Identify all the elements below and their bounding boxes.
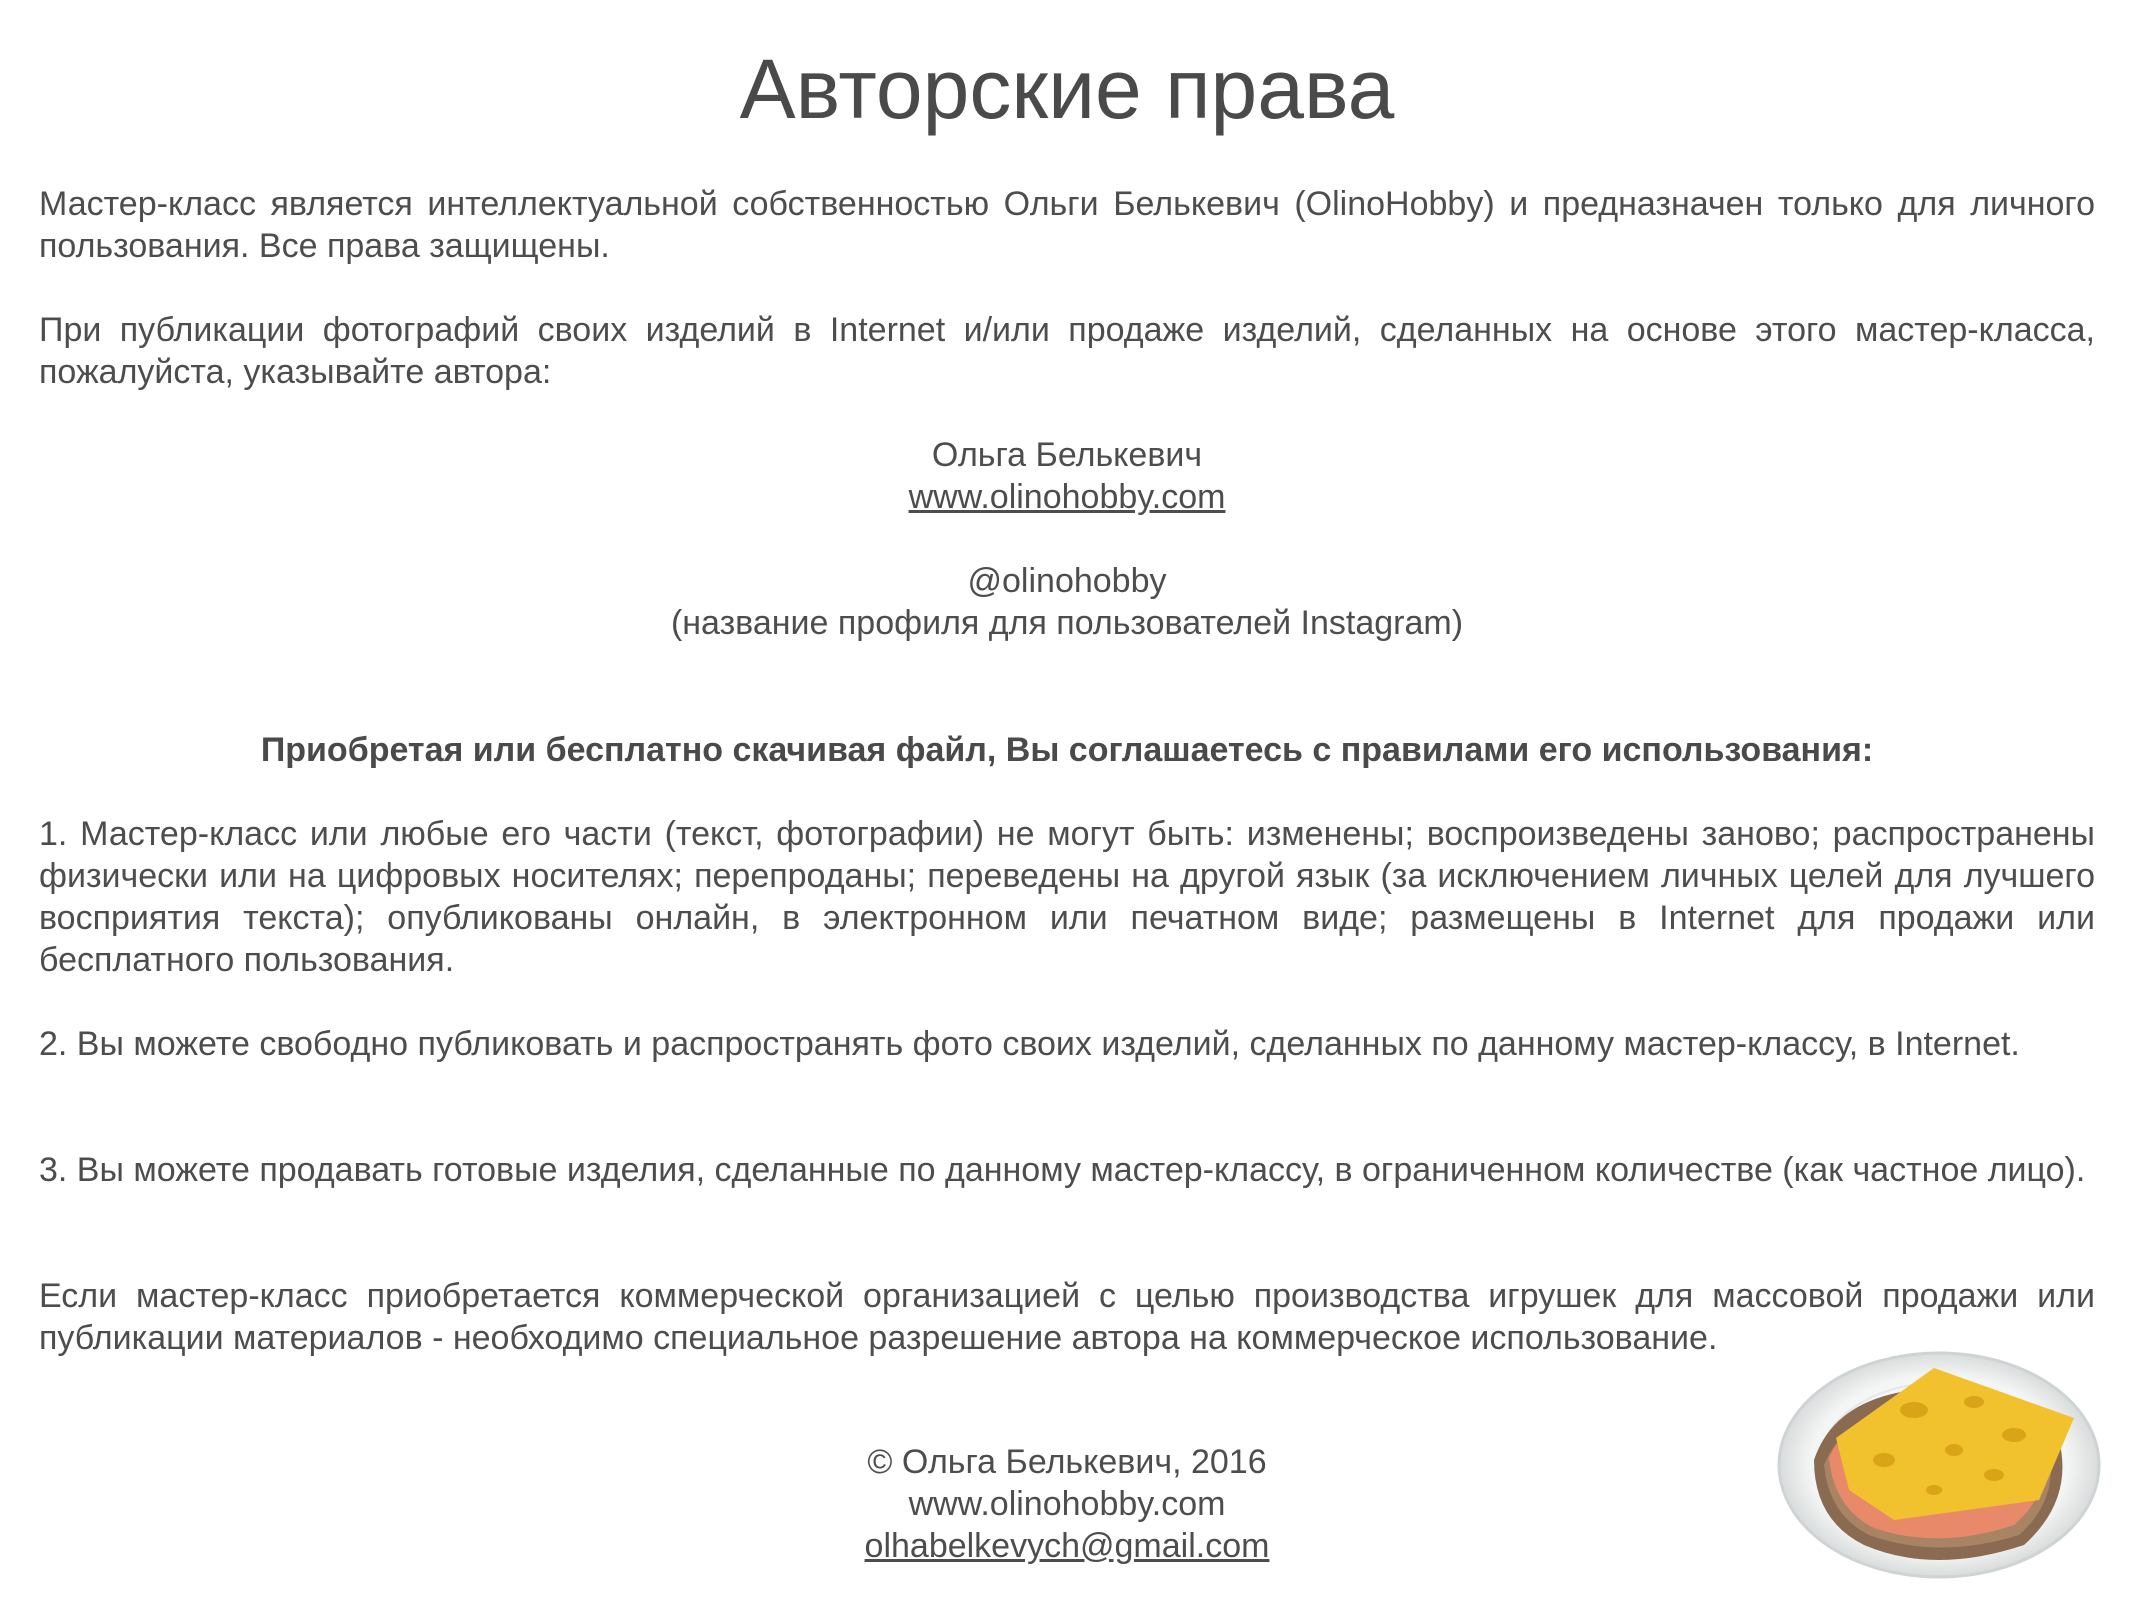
footer-copyright: © Ольга Белькевич, 2016 bbox=[867, 1443, 1267, 1481]
page-title: Авторские права bbox=[739, 42, 1395, 136]
ownership-paragraph: Мастер-класс является интеллектуальной собственностью Ольги Белькевич (OlinoHobby) и предназначен только для личного пользования. Все права защищены. bbox=[39, 185, 2095, 265]
sandwich-plate-image bbox=[1774, 1340, 2104, 1585]
rules-heading: Приобретая или бесплатно скачивая файл, Вы соглашаетесь с правилами его использования: bbox=[260, 731, 1874, 769]
rule-3: 3. Вы можете продавать готовые изделия, сделанные по данному мастер-классу, в ограниченном количестве (как частное лицо). bbox=[39, 1151, 2086, 1189]
author-website-link[interactable]: www.olinohobby.com bbox=[908, 478, 1226, 516]
footer-website: www.olinohobby.com bbox=[908, 1485, 1226, 1523]
instagram-note: (название профиля для пользователей Instagram) bbox=[670, 604, 1464, 642]
instagram-handle: @olinohobby bbox=[967, 562, 1167, 600]
commercial-use-paragraph: Если мастер-класс приобретается коммерческой организацией с целью производства игрушек для массовой продажи или публикации материалов - необходимо специальное разрешение автора на коммерческое использование. bbox=[39, 1277, 2095, 1357]
rule-1: 1. Мастер-класс или любые его части (текст, фотографии) не могут быть: изменены; воспроизведены заново; распространены физически или на цифровых носителях; перепроданы; переведены на другой язык (за исключением личных целей для лучшего восприятия текста); опубликованы онлайн, в электронном или печатном виде; размещены в Internet для продажи или бесплатного пользования. bbox=[39, 815, 2095, 979]
footer-email-link[interactable]: olhabelkevych@gmail.com bbox=[864, 1527, 1270, 1565]
rule-2: 2. Вы можете свободно публиковать и распространять фото своих изделий, сделанных по данному мастер-классу, в Internet. bbox=[39, 1025, 2020, 1063]
attribution-paragraph: При публикации фотографий своих изделий в Internet и/или продаже изделий, сделанных на основе этого мастер-класса, пожалуйста, указывайте автора: bbox=[39, 311, 2095, 391]
instagram-block bbox=[0, 560, 2134, 644]
author-block bbox=[0, 434, 2134, 518]
author-name: Ольга Белькевич bbox=[931, 436, 1203, 474]
